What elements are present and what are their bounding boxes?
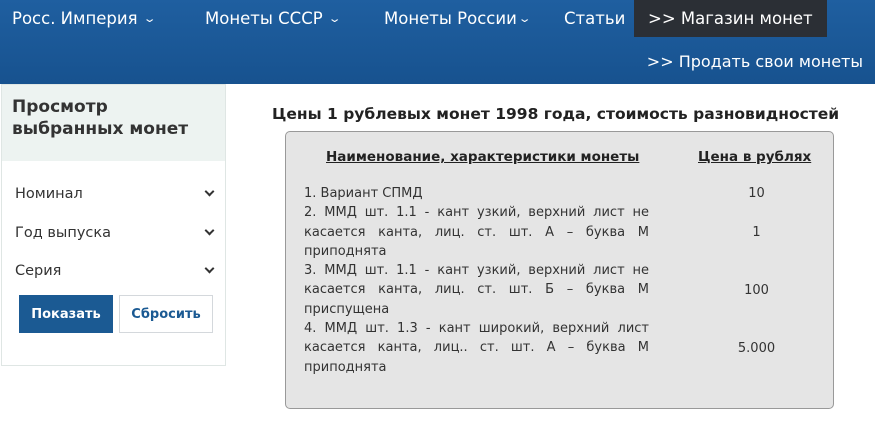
table-row: [304, 319, 814, 377]
filter-sidebar: [1, 84, 226, 366]
chevron-down-icon: ⌄: [517, 12, 532, 25]
page-title: Цены 1 рублевых монет 1998 года, стоимость разновидностей: [272, 105, 840, 123]
nav-item-russia-coins[interactable]: [384, 0, 532, 37]
coin-price: 10: [748, 186, 765, 202]
filter-buttons: [19, 295, 213, 333]
nav-item-label: >> Магазин монет: [648, 9, 813, 28]
coin-variant-name: 1. Вариант СПМД: [304, 186, 423, 201]
nav-item-label: Монеты СССР: [205, 9, 323, 28]
chevron-down-icon: ⌄: [327, 12, 342, 25]
coin-price: 5.000: [737, 340, 776, 356]
sidebar-title: Просмотр выбранных монет: [2, 85, 225, 161]
filter-list: [2, 161, 225, 291]
coin-price: 100: [744, 282, 769, 298]
column-header-price: Цена в рублях: [698, 149, 812, 165]
table-row: [304, 261, 814, 319]
header-bar: [0, 0, 875, 84]
nav-item-label: Статьи: [564, 9, 626, 28]
nav-item-label: Росс. Империя: [12, 9, 138, 28]
chevron-down-icon: ⌄: [142, 12, 157, 25]
reset-button[interactable]: Сбросить: [119, 295, 213, 333]
filter-series[interactable]: [2, 252, 225, 291]
nav-item-label: Монеты России: [384, 9, 517, 28]
coin-variant-name: 3. ММД шт. 1.1 - кант узкий, верхний лист не касается канта, лиц. ст. шт. Б – буква М приспущена: [304, 263, 649, 317]
filter-label: Год выпуска: [15, 224, 112, 241]
nav-item-coin-shop[interactable]: [634, 0, 827, 37]
chevron-down-icon: [205, 187, 215, 197]
table-row: [304, 184, 814, 203]
nav-item-russian-empire[interactable]: [12, 0, 157, 37]
filter-year[interactable]: [2, 214, 225, 253]
filter-label: Номинал: [15, 186, 83, 203]
filter-label: Серия: [15, 263, 62, 280]
column-header-name: Наименование, характеристики монеты: [326, 149, 640, 165]
filter-denomination[interactable]: [2, 175, 225, 214]
nav-item-ussr-coins[interactable]: [205, 0, 342, 37]
nav-item-articles[interactable]: [564, 0, 625, 37]
coin-variant-name: 2. ММД шт. 1.1 - кант узкий, верхний лист не касается канта, лиц. ст. шт. А – буква М приподнята: [304, 205, 649, 259]
price-table: [285, 131, 834, 409]
coin-variant-name: 4. ММД шт. 1.3 - кант широкий, верхний лист касается канта, лиц.. ст. шт. А – буква М приподнята: [304, 321, 649, 375]
price-rows: [304, 184, 814, 377]
sell-coins-link[interactable]: >> Продать свои монеты: [646, 52, 863, 71]
table-row: [304, 203, 814, 261]
chevron-down-icon: [205, 225, 215, 235]
chevron-down-icon: [205, 264, 215, 274]
coin-price: 1: [752, 224, 761, 240]
show-button[interactable]: Показать: [19, 295, 113, 333]
